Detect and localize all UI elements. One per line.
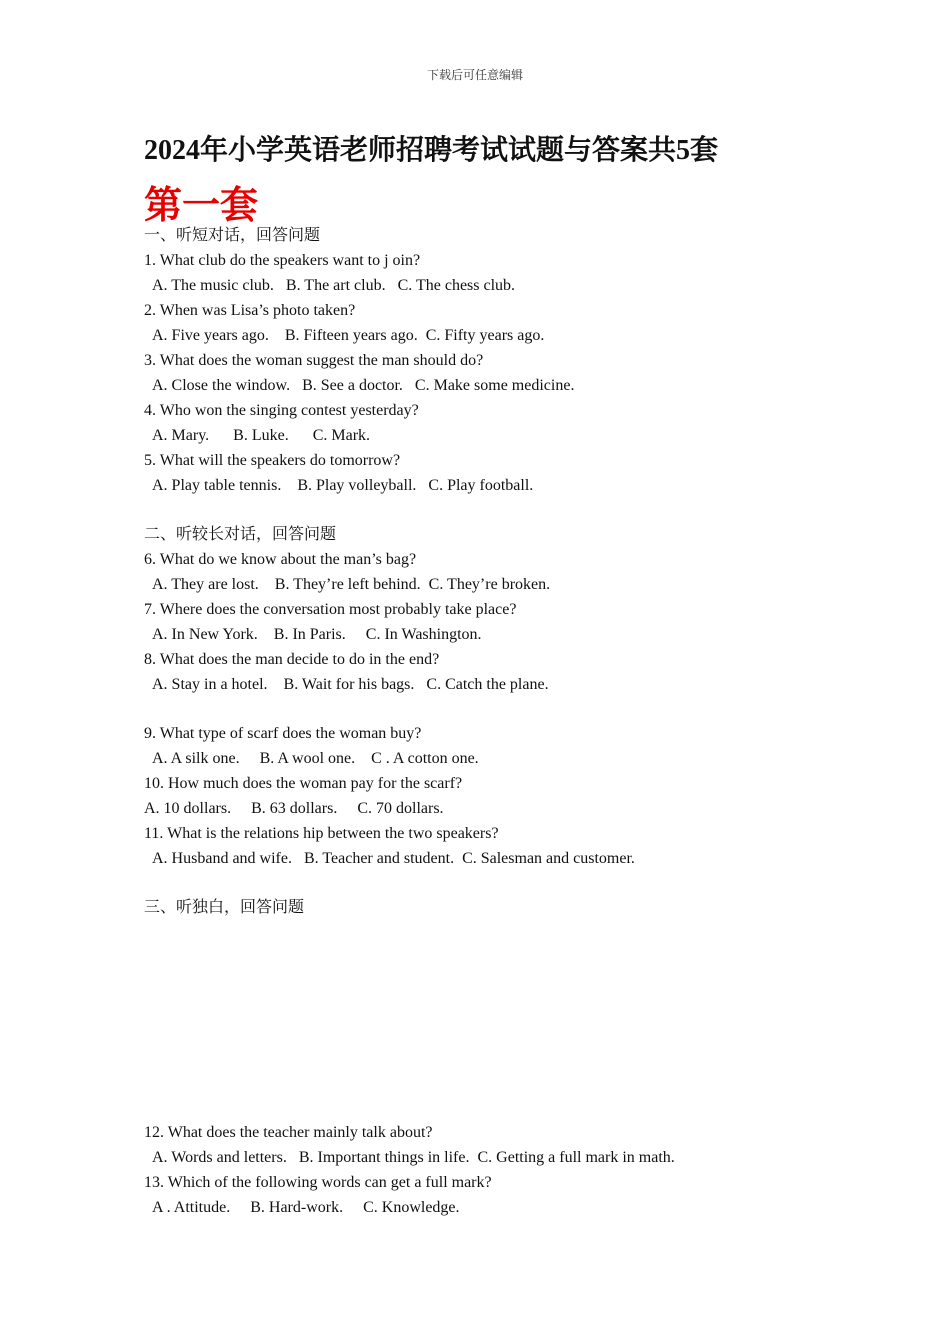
question-2-options: A. Five years ago. B. Fifteen years ago. C. Fifty years ago. <box>152 327 545 344</box>
question-9-options: A. A silk one. B. A wool one. C . A cotton one. <box>152 750 479 767</box>
page-header: 下载后可任意编辑 <box>426 68 523 82</box>
section-heading-2: 二、听较长对话，回答问题 <box>144 526 337 543</box>
document-title: 2024年小学英语老师招聘考试试题与答案共5套 <box>144 135 719 166</box>
question-1: 1. What club do the speakers want to j oin? <box>144 252 421 269</box>
question-2: 2. When was Lisa’s photo taken? <box>144 302 356 319</box>
question-10-options: A. 10 dollars. B. 63 dollars. C. 70 dollars. <box>144 800 444 817</box>
question-1-options: A. The music club. B. The art club. C. The chess club. <box>152 277 516 294</box>
question-5: 5. What will the speakers do tomorrow? <box>144 452 401 469</box>
set-title: 第一套 <box>144 185 259 227</box>
question-12: 12. What does the teacher mainly talk about? <box>144 1124 433 1141</box>
question-4-options: A. Mary. B. Luke. C. Mark. <box>152 427 371 444</box>
question-9: 9. What type of scarf does the woman buy? <box>144 725 422 742</box>
question-11: 11. What is the relations hip between the two speakers? <box>144 825 499 842</box>
question-3: 3. What does the woman suggest the man should do? <box>144 352 484 369</box>
question-12-options: A. Words and letters. B. Important things in life. C. Getting a full mark in math. <box>152 1149 675 1166</box>
question-5-options: A. Play table tennis. B. Play volleyball. C. Play football. <box>152 477 534 494</box>
question-6: 6. What do we know about the man’s bag? <box>144 551 417 568</box>
question-8-options: A. Stay in a hotel. B. Wait for his bags. C. Catch the plane. <box>152 676 549 693</box>
question-13: 13. Which of the following words can get a full mark? <box>144 1174 492 1191</box>
question-7-options: A. In New York. B. In Paris. C. In Washington. <box>152 626 482 643</box>
question-4: 4. Who won the singing contest yesterday? <box>144 402 419 419</box>
section-heading-3: 三、听独白，回答问题 <box>144 899 305 916</box>
question-13-options: A . Attitude. B. Hard-work. C. Knowledge. <box>152 1199 460 1216</box>
section-heading-1: 一、听短对话，回答问题 <box>144 227 321 244</box>
question-8: 8. What does the man decide to do in the end? <box>144 651 440 668</box>
question-7: 7. Where does the conversation most probably take place? <box>144 601 517 618</box>
question-11-options: A. Husband and wife. B. Teacher and student. C. Salesman and customer. <box>152 850 635 867</box>
question-6-options: A. They are lost. B. They’re left behind. C. They’re broken. <box>152 576 551 593</box>
question-3-options: A. Close the window. B. See a doctor. C. Make some medicine. <box>152 377 575 394</box>
question-10: 10. How much does the woman pay for the scarf? <box>144 775 463 792</box>
